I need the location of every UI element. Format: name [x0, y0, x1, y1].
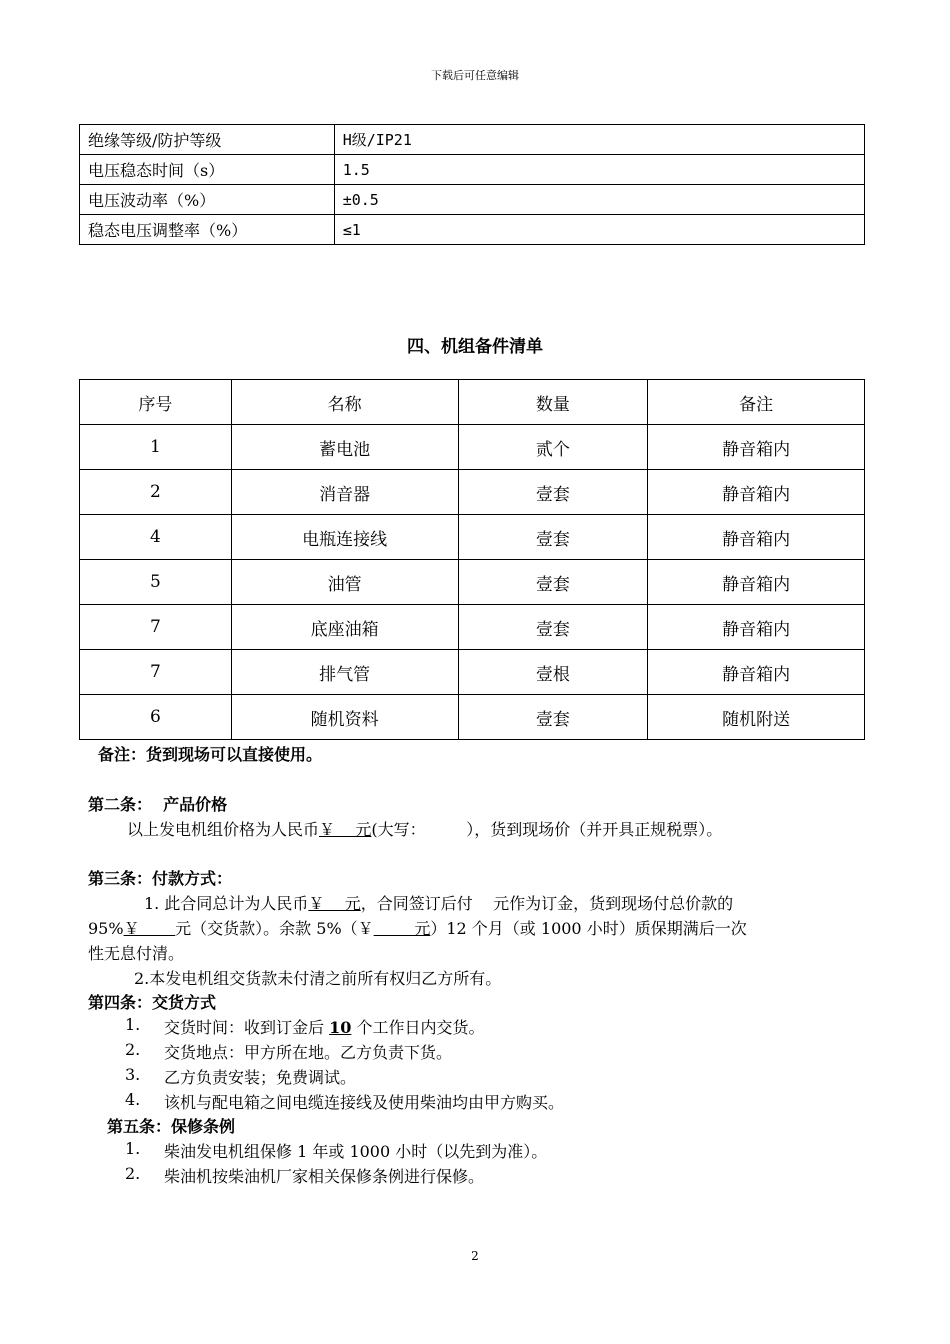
parts-cell: 底座油箱	[231, 605, 458, 650]
parts-cell: 随机附送	[648, 695, 865, 740]
delivery-item-number: 3.	[125, 1065, 141, 1084]
payment-delivery-blank: ￥	[123, 919, 176, 938]
parts-row	[80, 560, 865, 605]
payment-balance-blank: 元	[373, 919, 431, 938]
warranty-item-number: 1.	[125, 1139, 141, 1158]
spec-row	[80, 125, 865, 155]
payment-text-d: ）12 个月（或 1000 小时）质保期满后一次	[430, 919, 747, 938]
warranty-item-number: 2.	[125, 1164, 141, 1183]
parts-cell: 静音箱内	[648, 560, 865, 605]
header-note: 下载后可任意编辑	[431, 69, 519, 82]
spec-value: ±0.5	[334, 185, 864, 215]
parts-cell: 1	[80, 425, 232, 470]
parts-row	[80, 425, 865, 470]
delivery-item-number: 2.	[125, 1040, 141, 1059]
spec-row	[80, 185, 865, 215]
parts-header-cell: 数量	[458, 380, 648, 425]
parts-row	[80, 650, 865, 695]
payment-line-4: 2.本发电机组交货款未付清之前所有权归乙方所有。	[134, 969, 502, 988]
parts-cell: 7	[80, 650, 232, 695]
parts-cell: 静音箱内	[648, 650, 865, 695]
parts-cell: 4	[80, 515, 232, 560]
parts-table	[79, 379, 865, 740]
spec-row	[80, 155, 865, 185]
delivery-item-text	[164, 1090, 564, 1113]
warranty-item-text: 柴油机按柴油机厂家相关保修条例进行保修。	[164, 1167, 485, 1186]
payment-percent: 95%	[88, 919, 124, 938]
parts-header-cell: 名称	[231, 380, 458, 425]
spec-label: 电压波动率（%）	[80, 185, 335, 215]
parts-cell: 油管	[231, 560, 458, 605]
parts-cell: 壹套	[458, 470, 648, 515]
parts-cell: 2	[80, 470, 232, 515]
spec-value: ≤1	[334, 215, 864, 245]
delivery-item-number: 4.	[125, 1090, 141, 1109]
parts-cell: 静音箱内	[648, 470, 865, 515]
delivery-item-text	[164, 1015, 484, 1038]
spec-value: H级/IP21	[334, 125, 864, 155]
article-4-title: 第四条：交货方式	[88, 993, 217, 1012]
parts-cell: 6	[80, 695, 232, 740]
price-text-b: (大写： ），货到现场价（并开具正规税票）。	[371, 820, 723, 839]
parts-cell: 电瓶连接线	[231, 515, 458, 560]
parts-cell: 静音箱内	[648, 515, 865, 560]
spec-value: 1.5	[334, 155, 864, 185]
parts-cell: 贰个	[458, 425, 648, 470]
parts-row	[80, 695, 865, 740]
parts-row	[80, 605, 865, 650]
parts-cell: 壹根	[458, 650, 648, 695]
parts-section-title: 四、机组备件清单	[407, 337, 543, 357]
delivery-text-post: 个工作日内交货。	[351, 1018, 485, 1037]
parts-cell: 壹套	[458, 560, 648, 605]
parts-cell: 壹套	[458, 515, 648, 560]
spec-label: 稳态电压调整率（%）	[80, 215, 335, 245]
payment-text-c: 元（交货款）。余款 5%（￥	[175, 919, 374, 938]
parts-cell: 蓄电池	[231, 425, 458, 470]
parts-header-cell: 序号	[80, 380, 232, 425]
spec-label: 电压稳态时间（s）	[80, 155, 335, 185]
spec-row	[80, 215, 865, 245]
delivery-item-number: 1.	[125, 1015, 141, 1034]
delivery-text-bold: 10	[329, 1018, 352, 1037]
payment-line-3: 性无息付清。	[88, 944, 185, 963]
parts-row	[80, 470, 865, 515]
article-2-paragraph	[127, 817, 722, 840]
article-2-title: 第二条： 产品价格	[88, 795, 228, 814]
spec-table	[79, 124, 865, 245]
article-3-title: 第三条：付款方式：	[88, 869, 233, 888]
parts-cell: 随机资料	[231, 695, 458, 740]
price-text-a: 以上发电机组价格为人民币	[127, 820, 320, 839]
parts-cell: 壹套	[458, 605, 648, 650]
warranty-item-text: 柴油发电机组保修 1 年或 1000 小时（以先到为准）。	[164, 1142, 548, 1161]
payment-line-2	[88, 916, 747, 939]
remark: 备注：货到现场可以直接使用。	[98, 745, 323, 764]
payment-total-blank: ￥ 元	[308, 894, 361, 913]
page-number: 2	[471, 1249, 479, 1263]
parts-cell: 消音器	[231, 470, 458, 515]
delivery-text-pre: 交货地点：甲方所在地。乙方负责下货。	[164, 1043, 453, 1062]
parts-table-header	[80, 380, 865, 425]
delivery-item-text	[164, 1040, 452, 1063]
parts-cell: 排气管	[231, 650, 458, 695]
article-5-title: 第五条：保修条例	[107, 1117, 236, 1136]
delivery-text-pre: 交货时间：收到订金后	[164, 1018, 330, 1037]
spec-label: 绝缘等级/防护等级	[80, 125, 335, 155]
price-amount-blank: ￥ 元	[319, 820, 372, 839]
parts-cell: 7	[80, 605, 232, 650]
parts-cell: 静音箱内	[648, 605, 865, 650]
parts-cell: 5	[80, 560, 232, 605]
parts-row	[80, 515, 865, 560]
delivery-text-pre: 乙方负责安装；免费调试。	[164, 1068, 357, 1087]
parts-cell: 静音箱内	[648, 425, 865, 470]
parts-cell: 壹套	[458, 695, 648, 740]
delivery-text-pre: 该机与配电箱之间电缆连接线及使用柴油均由甲方购买。	[164, 1093, 565, 1112]
parts-header-cell: 备注	[648, 380, 865, 425]
payment-text-b: ，合同签订后付 元作为订金，货到现场付总价款的	[360, 894, 734, 913]
payment-text-a: 1. 此合同总计为人民币	[144, 894, 309, 913]
payment-line-1	[144, 891, 733, 914]
delivery-item-text	[164, 1065, 356, 1088]
